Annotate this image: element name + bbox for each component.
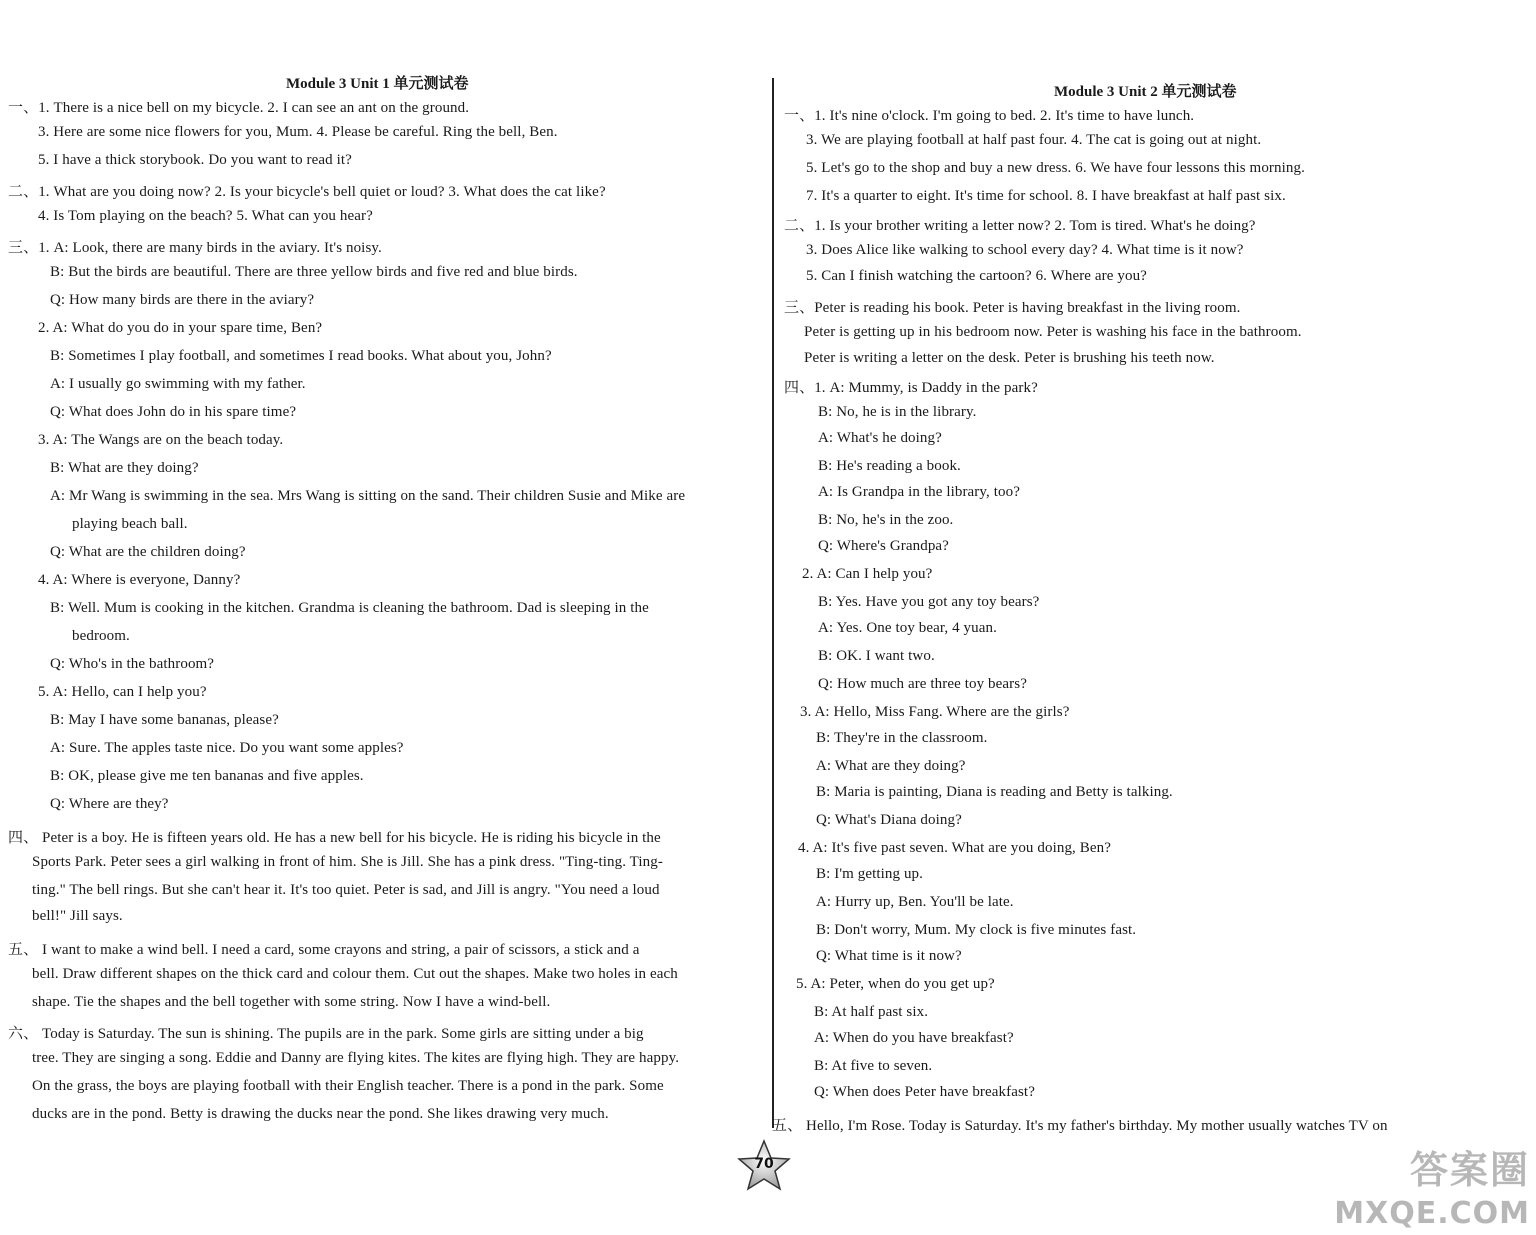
text-line: Q: Where are they?: [50, 796, 169, 812]
text-line: 5. A: Peter, when do you get up?: [796, 976, 995, 992]
text-line: B: Yes. Have you got any toy bears?: [818, 594, 1040, 610]
text-line: B: At half past six.: [814, 1004, 929, 1020]
text-line: B: May I have some bananas, please?: [50, 712, 279, 728]
text-line: bedroom.: [72, 628, 130, 644]
text-line: Peter is getting up in his bedroom now. Peter is washing his face in the bathroom.: [804, 324, 1302, 340]
text-line: B: No, he's in the zoo.: [818, 512, 954, 528]
right-title: Module 3 Unit 2 单元测试卷: [1054, 84, 1237, 100]
text-line: 五、 I want to make a wind bell. I need a card, some crayons and string, a pair of scissors, a stick and a: [8, 942, 640, 958]
text-line: 3. We are playing football at half past four. 4. The cat is going out at night.: [806, 132, 1262, 148]
text-line: A: When do you have breakfast?: [814, 1030, 1014, 1046]
text-line: B: But the birds are beautiful. There are three yellow birds and five red and blue birds.: [50, 264, 578, 280]
watermark-url: MXQE.COM: [1334, 1196, 1530, 1231]
text-line: 五、 Hello, I'm Rose. Today is Saturday. It's my father's birthday. My mother usually watches TV on: [772, 1118, 1388, 1134]
text-line: 5. Can I finish watching the cartoon? 6. Where are you?: [806, 268, 1147, 284]
text-line: 二、1. What are you doing now? 2. Is your bicycle's bell quiet or loud? 3. What does the cat like?: [8, 184, 606, 200]
text-line: B: Don't worry, Mum. My clock is five minutes fast.: [816, 922, 1137, 938]
text-line: Q: How much are three toy bears?: [818, 676, 1027, 692]
text-line: 三、1. A: Look, there are many birds in the aviary. It's noisy.: [8, 240, 382, 256]
text-line: B: At five to seven.: [814, 1058, 933, 1074]
text-line: Q: Who's in the bathroom?: [50, 656, 215, 672]
text-line: 3. Does Alice like walking to school every day? 4. What time is it now?: [806, 242, 1244, 258]
watermark-logo: 答案圈: [1409, 1148, 1530, 1192]
text-line: B: Maria is painting, Diana is reading and Betty is talking.: [816, 784, 1173, 800]
left-title: Module 3 Unit 1 单元测试卷: [286, 76, 469, 92]
text-line: 四、 Peter is a boy. He is fifteen years old. He has a new bell for his bicycle. He is riding his bicycle in the: [8, 830, 661, 846]
text-line: 4. A: It's five past seven. What are you doing, Ben?: [798, 840, 1111, 856]
text-line: playing beach ball.: [72, 516, 188, 532]
text-line: B: I'm getting up.: [816, 866, 923, 882]
text-line: 一、1. It's nine o'clock. I'm going to bed. 2. It's time to have lunch.: [784, 108, 1195, 124]
text-line: 2. A: What do you do in your spare time, Ben?: [38, 320, 323, 336]
text-line: Sports Park. Peter sees a girl walking in front of him. She is Jill. She has a pink dress. "Ting-ting. Ting-: [32, 854, 663, 870]
text-line: 5. I have a thick storybook. Do you want to read it?: [38, 152, 352, 168]
text-line: Peter is writing a letter on the desk. Peter is brushing his teeth now.: [804, 350, 1215, 366]
text-line: B: OK, please give me ten bananas and five apples.: [50, 768, 364, 784]
text-line: B: What are they doing?: [50, 460, 199, 476]
text-line: 4. Is Tom playing on the beach? 5. What can you hear?: [38, 208, 373, 224]
text-line: Q: When does Peter have breakfast?: [814, 1084, 1035, 1100]
text-line: A: Sure. The apples taste nice. Do you want some apples?: [50, 740, 404, 756]
text-line: 5. Let's go to the shop and buy a new dress. 6. We have four lessons this morning.: [806, 160, 1305, 176]
text-line: Q: Where's Grandpa?: [818, 538, 949, 554]
text-line: Q: What are the children doing?: [50, 544, 246, 560]
text-line: 2. A: Can I help you?: [802, 566, 933, 582]
text-line: Q: What does John do in his spare time?: [50, 404, 297, 420]
text-line: A: Is Grandpa in the library, too?: [818, 484, 1020, 500]
text-line: 3. Here are some nice flowers for you, Mum. 4. Please be careful. Ring the bell, Ben.: [38, 124, 558, 140]
text-line: 四、1. A: Mummy, is Daddy in the park?: [784, 380, 1038, 396]
text-line: 三、Peter is reading his book. Peter is having breakfast in the living room.: [784, 300, 1241, 316]
text-line: 5. A: Hello, can I help you?: [38, 684, 207, 700]
text-line: A: Hurry up, Ben. You'll be late.: [816, 894, 1014, 910]
page-number-star: [736, 1138, 792, 1194]
watermark: [1330, 1139, 1530, 1231]
text-line: Q: What time is it now?: [816, 948, 962, 964]
text-line: B: Sometimes I play football, and sometimes I read books. What about you, John?: [50, 348, 552, 364]
text-line: A: What's he doing?: [818, 430, 942, 446]
text-line: B: OK. I want two.: [818, 648, 935, 664]
text-line: A: What are they doing?: [816, 758, 966, 774]
text-line: tree. They are singing a song. Eddie and Danny are flying kites. The kites are flying high. They are happy.: [32, 1050, 680, 1066]
text-line: bell. Draw different shapes on the thick card and colour them. Cut out the shapes. Make two holes in each: [32, 966, 678, 982]
text-line: B: He's reading a book.: [818, 458, 961, 474]
text-line: ducks are in the pond. Betty is drawing the ducks near the pond. She likes drawing very much.: [32, 1106, 609, 1122]
text-line: 3. A: The Wangs are on the beach today.: [38, 432, 284, 448]
text-line: A: Yes. One toy bear, 4 yuan.: [818, 620, 997, 636]
text-line: 二、1. Is your brother writing a letter now? 2. Tom is tired. What's he doing?: [784, 218, 1256, 234]
text-line: 六、 Today is Saturday. The sun is shining. The pupils are in the park. Some girls are sitting under a big: [8, 1026, 644, 1042]
text-line: B: No, he is in the library.: [818, 404, 977, 420]
text-line: 4. A: Where is everyone, Danny?: [38, 572, 241, 588]
column-divider: [772, 78, 774, 1128]
text-line: Q: How many birds are there in the aviary?: [50, 292, 315, 308]
text-line: ting." The bell rings. But she can't hear it. It's too quiet. Peter is sad, and Jill is angry. "You need a loud: [32, 882, 660, 898]
text-line: B: They're in the classroom.: [816, 730, 988, 746]
page-number: 70: [754, 1156, 774, 1172]
text-line: Q: What's Diana doing?: [816, 812, 962, 828]
text-line: 一、1. There is a nice bell on my bicycle. 2. I can see an ant on the ground.: [8, 100, 470, 116]
text-line: On the grass, the boys are playing football with their English teacher. There is a pond in the park. Some: [32, 1078, 664, 1094]
text-line: bell!" Jill says.: [32, 908, 123, 924]
text-line: B: Well. Mum is cooking in the kitchen. Grandma is cleaning the bathroom. Dad is sleeping in the: [50, 600, 649, 616]
text-line: A: Mr Wang is swimming in the sea. Mrs Wang is sitting on the sand. Their children Susie and Mike are: [50, 488, 686, 504]
text-line: shape. Tie the shapes and the bell together with some string. Now I have a wind-bell.: [32, 994, 551, 1010]
text-line: 7. It's a quarter to eight. It's time for school. 8. I have breakfast at half past six.: [806, 188, 1286, 204]
text-line: A: I usually go swimming with my father.: [50, 376, 306, 392]
text-line: 3. A: Hello, Miss Fang. Where are the girls?: [800, 704, 1070, 720]
